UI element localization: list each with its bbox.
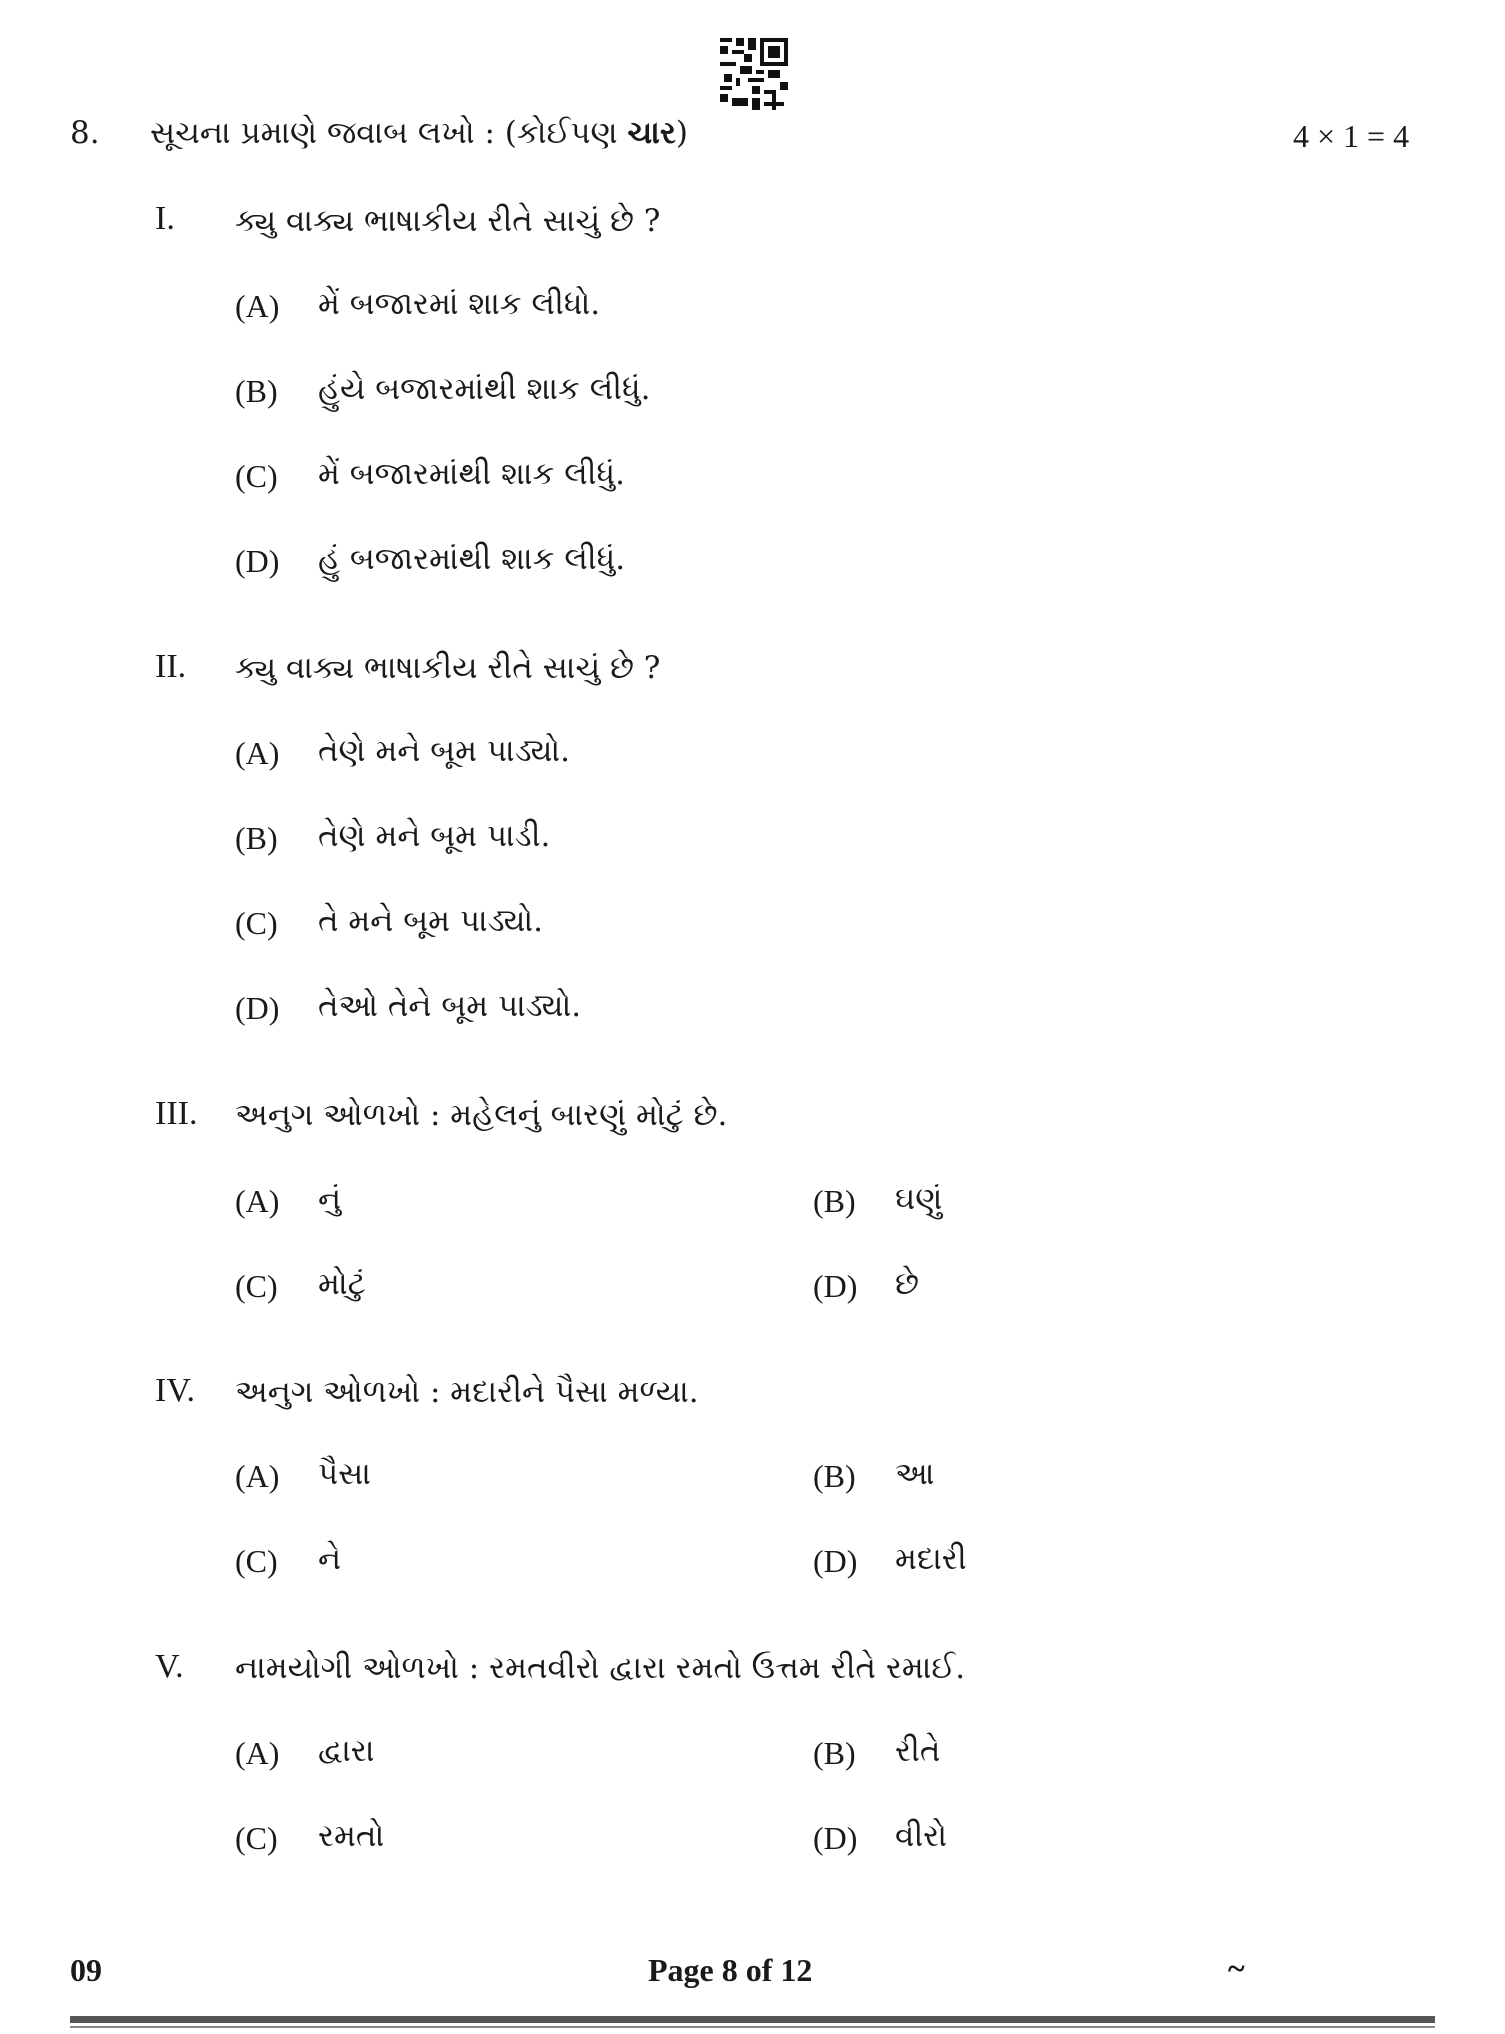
option-label: (D) (813, 1543, 858, 1579)
page-number: Page 8 of 12 (648, 1952, 813, 1988)
option-text: રીતે (895, 1733, 941, 1769)
option-label: (A) (235, 288, 280, 324)
option-label: (C) (235, 1543, 278, 1579)
option-text: રમતો (318, 1818, 385, 1854)
question-number: 8. (70, 115, 100, 151)
paper-code: 09 (70, 1952, 102, 1988)
option-text: હુંયે બજારમાંથી શાક લીધું. (318, 371, 651, 407)
footer-rule-thin (70, 2026, 1435, 2028)
instruction-text (150, 115, 688, 152)
option-text: આ (895, 1456, 935, 1492)
option-text: નું (318, 1181, 342, 1217)
option-text: મોટું (318, 1266, 366, 1302)
footer-rule (70, 2016, 1435, 2023)
instruction-bold: ચાર (627, 115, 676, 151)
question-roman-numeral: IV. (155, 1372, 195, 1409)
option-text: પૈસા (318, 1456, 371, 1492)
question-text: ક્યુ વાક્ય ભાષાકીય રીતે સાચું છે ? (235, 650, 661, 686)
question-text: અનુગ ઓળખો : મદારીને પૈસા મળ્યા. (235, 1374, 699, 1410)
option-text: તેણે મને બૂમ પાડ્યો. (318, 733, 571, 769)
option-text: ઘણું (895, 1181, 943, 1217)
option-text: મેં બજારમાં શાક લીધો. (318, 286, 601, 322)
question-roman-numeral: II. (155, 648, 187, 685)
question-text: અનુગ ઓળખો : મહેલનું બારણું મોટું છે. (235, 1097, 728, 1133)
option-label: (C) (235, 1268, 278, 1304)
option-text: દ્વારા (318, 1733, 375, 1769)
option-label: (A) (235, 1458, 280, 1494)
option-label: (D) (813, 1820, 858, 1856)
option-label: (A) (235, 1735, 280, 1771)
option-text: તેણે મને બૂમ પાડી. (318, 818, 551, 854)
question-text: નામયોગી ઓળખો : રમતવીરો દ્વારા રમતો ઉત્તમ રીતે રમાઈ. (235, 1650, 966, 1686)
option-label: (D) (813, 1268, 858, 1304)
option-label: (C) (235, 905, 278, 941)
qr-code (720, 38, 788, 110)
question-text: ક્યુ વાક્ય ભાષાકીય રીતે સાચું છે ? (235, 203, 661, 239)
question-roman-numeral: III. (155, 1095, 198, 1132)
option-label: (B) (235, 373, 278, 409)
option-text: મેં બજારમાંથી શાક લીધું. (318, 456, 625, 492)
option-label: (B) (235, 820, 278, 856)
option-text: હું બજારમાંથી શાક લીધું. (318, 541, 626, 577)
option-text: તેઓ તેને બૂમ પાડ્યો. (318, 988, 582, 1024)
option-label: (C) (235, 458, 278, 494)
option-label: (D) (235, 543, 280, 579)
instruction-close: ) (675, 115, 688, 151)
marks-allocation: 4 × 1 = 4 (1293, 118, 1410, 154)
option-text: વીરો (895, 1818, 947, 1854)
option-label: (A) (235, 735, 280, 771)
instruction-main: સૂચના પ્રમાણે જવાબ લખો : (કોઈપણ (150, 115, 628, 151)
option-text: તે મને બૂમ પાડ્યો. (318, 903, 543, 939)
option-label: (D) (235, 990, 280, 1026)
page-end-mark: ~ (1228, 1950, 1245, 1986)
option-text: મદારી (895, 1541, 967, 1577)
option-text: છે (895, 1266, 919, 1302)
option-label: (C) (235, 1820, 278, 1856)
question-roman-numeral: V. (155, 1648, 184, 1685)
option-label: (B) (813, 1735, 856, 1771)
option-text: ને (318, 1541, 342, 1577)
option-label: (A) (235, 1183, 280, 1219)
option-label: (B) (813, 1183, 856, 1219)
question-roman-numeral: I. (155, 200, 175, 237)
option-label: (B) (813, 1458, 856, 1494)
